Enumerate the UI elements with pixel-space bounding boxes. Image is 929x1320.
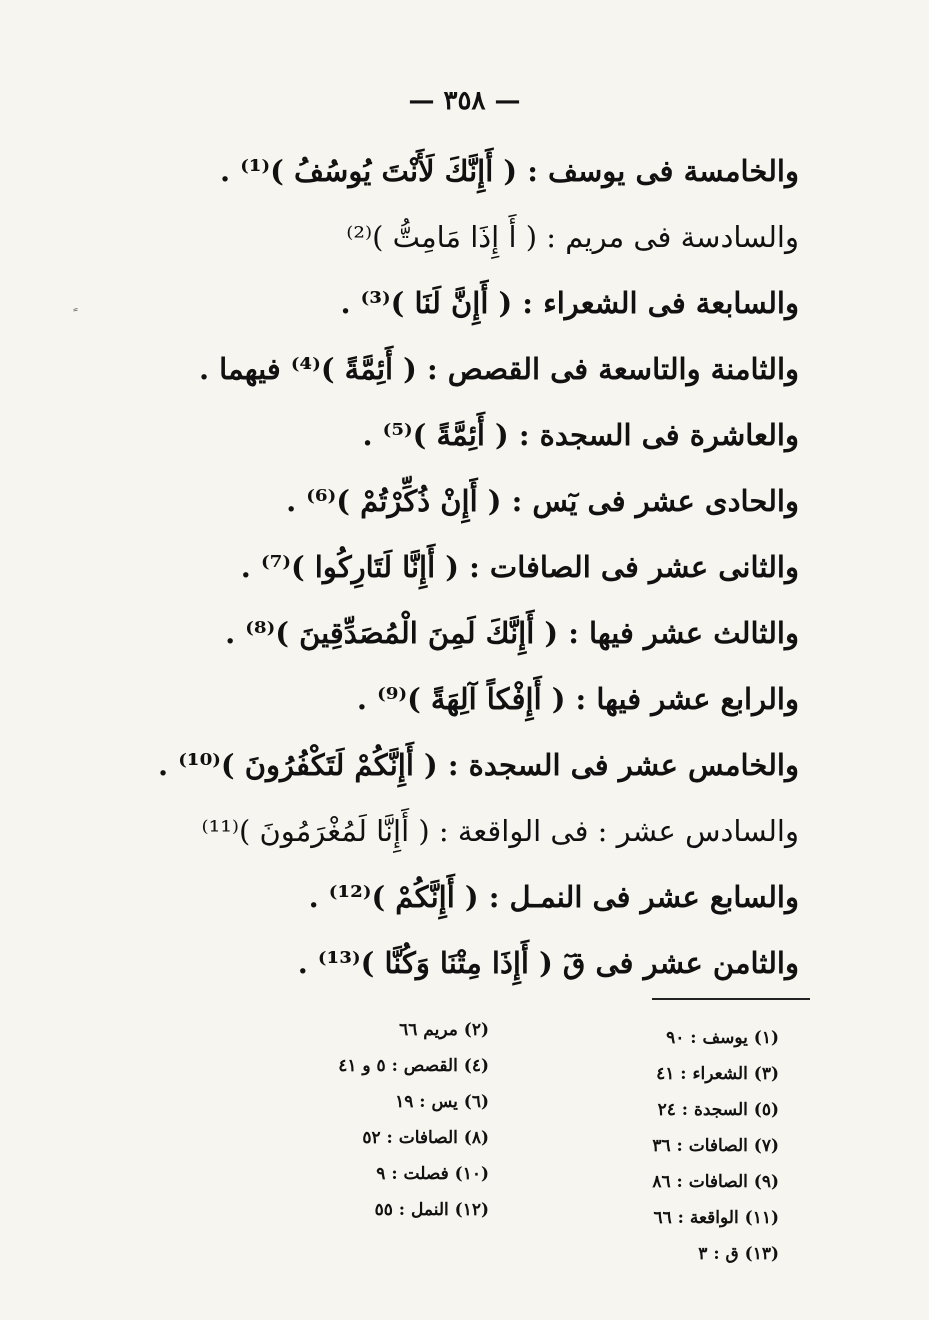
text-line: والثانى عشر فى الصافات : ( أَإِنَّا لَتَارِكُوا )⁽⁷⁾ . [240,550,799,584]
footnote: (١٣) ق : ٣ [698,1244,779,1264]
footnote: (٢) مريم ٦٦ [399,1020,489,1040]
footnote: (٩) الصافات : ٨٦ [652,1172,779,1192]
footnote: (١٢) النمل : ٥٥ [374,1200,489,1220]
text-line: والسادسة فى مريم : ( أَ إِذَا مَامِتُّ )⁽²⁾ [346,220,799,254]
footnotes-left-column [299,1012,489,1228]
footnotes-right-column [589,1020,779,1272]
page-number: — ٣٥٨ — [408,86,521,116]
footnote: (٨) الصافات : ٥٢ [362,1128,489,1148]
text-line: والرابع عشر فيها : ( أَإِفْكاً آلِهَةً )⁽⁹⁾ . [356,682,799,716]
text-line: والسابعة فى الشعراء : ( أَإِنَّ لَنَا )⁽³⁾ . [340,286,799,320]
footnote: (١) يوسف : ٩٠ [666,1028,779,1048]
footnote: (٧) الصافات : ٣٦ [652,1136,779,1156]
text-line: والثامن عشر فى قٓ ( أَإِذَا مِتْنَا وَكُنَّا )⁽¹³⁾ . [297,946,799,980]
footnote: (٥) السجدة : ٢٤ [657,1100,779,1120]
footnote: (٣) الشعراء : ٤١ [656,1064,779,1084]
text-line: والسابع عشر فى النمـل : ( أَإِنَّكُمْ )⁽¹²⁾ . [308,880,799,914]
text-line: والسادس عشر : فى الواقعة : ( أَإِنَّا لَمُغْرَمُونَ )⁽¹¹⁾ [201,814,799,848]
footnote-divider [652,998,810,1000]
text-line: والخامس عشر فى السجدة : ( أَإِنَّكُمْ لَتَكْفُرُونَ )⁽¹⁰⁾ . [158,748,799,782]
text-line: والخامسة فى يوسف : ( أَإِنَّكَ لَأَنْتَ يُوسُفُ )⁽¹⁾ . [220,154,799,188]
text-line: والحادى عشر فى يٓس : ( أَإِنْ ذُكِّرْتُمْ )⁽⁶⁾ . [286,484,799,518]
footnote: (١١) الواقعة : ٦٦ [653,1208,779,1228]
body-text [158,138,799,996]
footnote: (٦) يس : ١٩ [395,1092,489,1112]
text-line: والثالث عشر فيها : ( أَإِنَّكَ لَمِنَ الْمُصَدِّقِينَ )⁽⁸⁾ . [225,616,799,650]
text-line: والثامنة والتاسعة فى القصص : ( أَئِمَّةً )⁽⁴⁾ فيهما . [198,352,799,386]
footnote: (٤) القصص : ٥ و ٤١ [338,1056,489,1076]
text-line: والعاشرة فى السجدة : ( أَئِمَّةً )⁽⁵⁾ . [362,418,799,452]
footnote: (١٠) فصلت : ٩ [376,1164,489,1184]
